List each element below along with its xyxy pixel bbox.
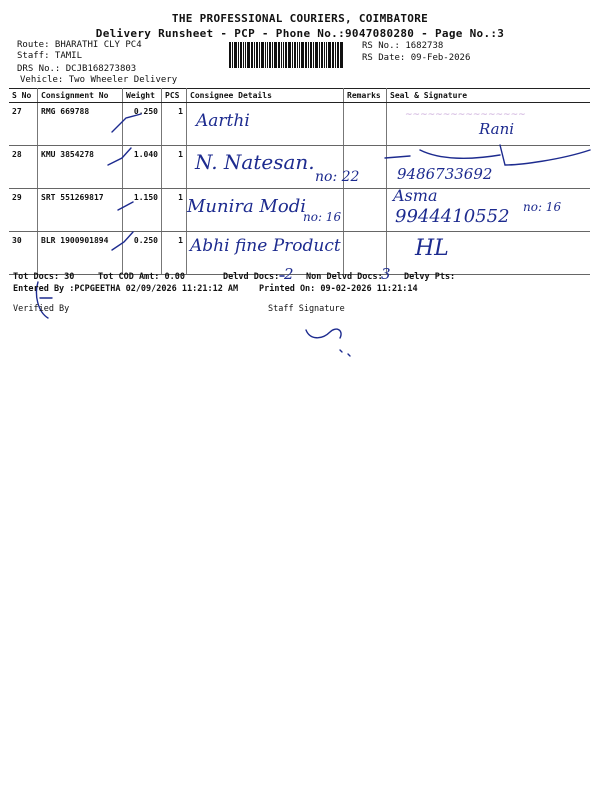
row-consignment: BLR 1900901894	[38, 232, 123, 275]
rs-number: RS No.: 1682738	[362, 41, 444, 51]
row-pcs: 1	[162, 146, 187, 189]
handwritten-consignee: N. Natesan.	[195, 150, 315, 174]
row-sno: 30	[9, 232, 38, 275]
total-cod-amount: Tot COD Amt: 0.00	[98, 272, 185, 282]
entered-by: Entered By :PCPGEETHA 02/09/2026 11:21:12 AM	[13, 284, 239, 294]
handwritten-consignee: Abhi fine Product	[190, 236, 341, 256]
row-sno: 27	[9, 103, 38, 146]
col-remarks: Remarks	[344, 89, 387, 103]
staff-label: Staff: TAMIL	[17, 51, 83, 61]
handwritten-phone: 9944410552	[395, 206, 510, 227]
runsheet-subtitle: Delivery Runsheet - PCP - Phone No.:9047080280 - Page No.:3	[95, 27, 505, 40]
handwritten-phone: 9486733692	[397, 165, 493, 183]
row-sno: 29	[9, 189, 38, 232]
stamp-faint: ~~~~~~~~~~~~~~~~	[405, 110, 526, 120]
row-weight: 1.150	[123, 189, 162, 232]
row-weight: 0.250	[123, 232, 162, 275]
handwritten-door-number: no: 22	[315, 169, 360, 185]
col-sno: S No	[9, 89, 38, 103]
rs-date: RS Date: 09-Feb-2026	[362, 53, 471, 63]
drs-number: DRS No.: DCJB168273803	[17, 64, 137, 74]
delivery-points-label: Delvy Pts:	[404, 272, 456, 282]
verified-by-label: Verified By	[13, 304, 70, 314]
row-weight: 1.040	[123, 146, 162, 189]
col-consignee: Consignee Details	[187, 89, 344, 103]
route-label: Route: BHARATHI CLY PC4	[17, 40, 142, 50]
col-weight: Weight	[123, 89, 162, 103]
row-pcs: 1	[162, 189, 187, 232]
vehicle-label: Vehicle: Two Wheeler Delivery	[20, 75, 178, 85]
row-pcs: 1	[162, 103, 187, 146]
row-consignment: RMG 669788	[38, 103, 123, 146]
row-consignment: SRT 551269817	[38, 189, 123, 232]
handwritten-non-delivered-count: 3	[381, 265, 391, 283]
handwritten-door-number: no: 16	[523, 200, 562, 214]
row-pcs: 1	[162, 232, 187, 275]
printed-on: Printed On: 09-02-2026 11:21:14	[259, 284, 418, 294]
row-sno: 28	[9, 146, 38, 189]
company-title: THE PROFESSIONAL COURIERS, COIMBATORE	[171, 12, 429, 25]
handwritten-signature: Asma	[393, 186, 438, 205]
handwritten-delivered-count: 2	[284, 265, 294, 283]
total-docs: Tot Docs: 30	[13, 272, 75, 282]
col-pcs: PCS	[162, 89, 187, 103]
handwritten-signature: HL	[415, 236, 449, 261]
staff-signature-label: Staff Signature	[268, 304, 345, 314]
row-consignment: KMU 3854278	[38, 146, 123, 189]
handwritten-door-number: no: 16	[303, 210, 342, 224]
handwritten-consignee: Aarthi	[196, 111, 250, 131]
delivered-docs-label: Delvd Docs:	[223, 272, 280, 282]
row-weight: 0.250	[123, 103, 162, 146]
non-delivered-docs-label: Non Delvd Docs:	[306, 272, 383, 282]
col-seal-signature: Seal & Signature	[387, 89, 591, 103]
handwritten-consignee: Munira Modi	[187, 196, 306, 217]
col-consignment: Consignment No	[38, 89, 123, 103]
handwritten-signature: Rani	[479, 120, 515, 138]
